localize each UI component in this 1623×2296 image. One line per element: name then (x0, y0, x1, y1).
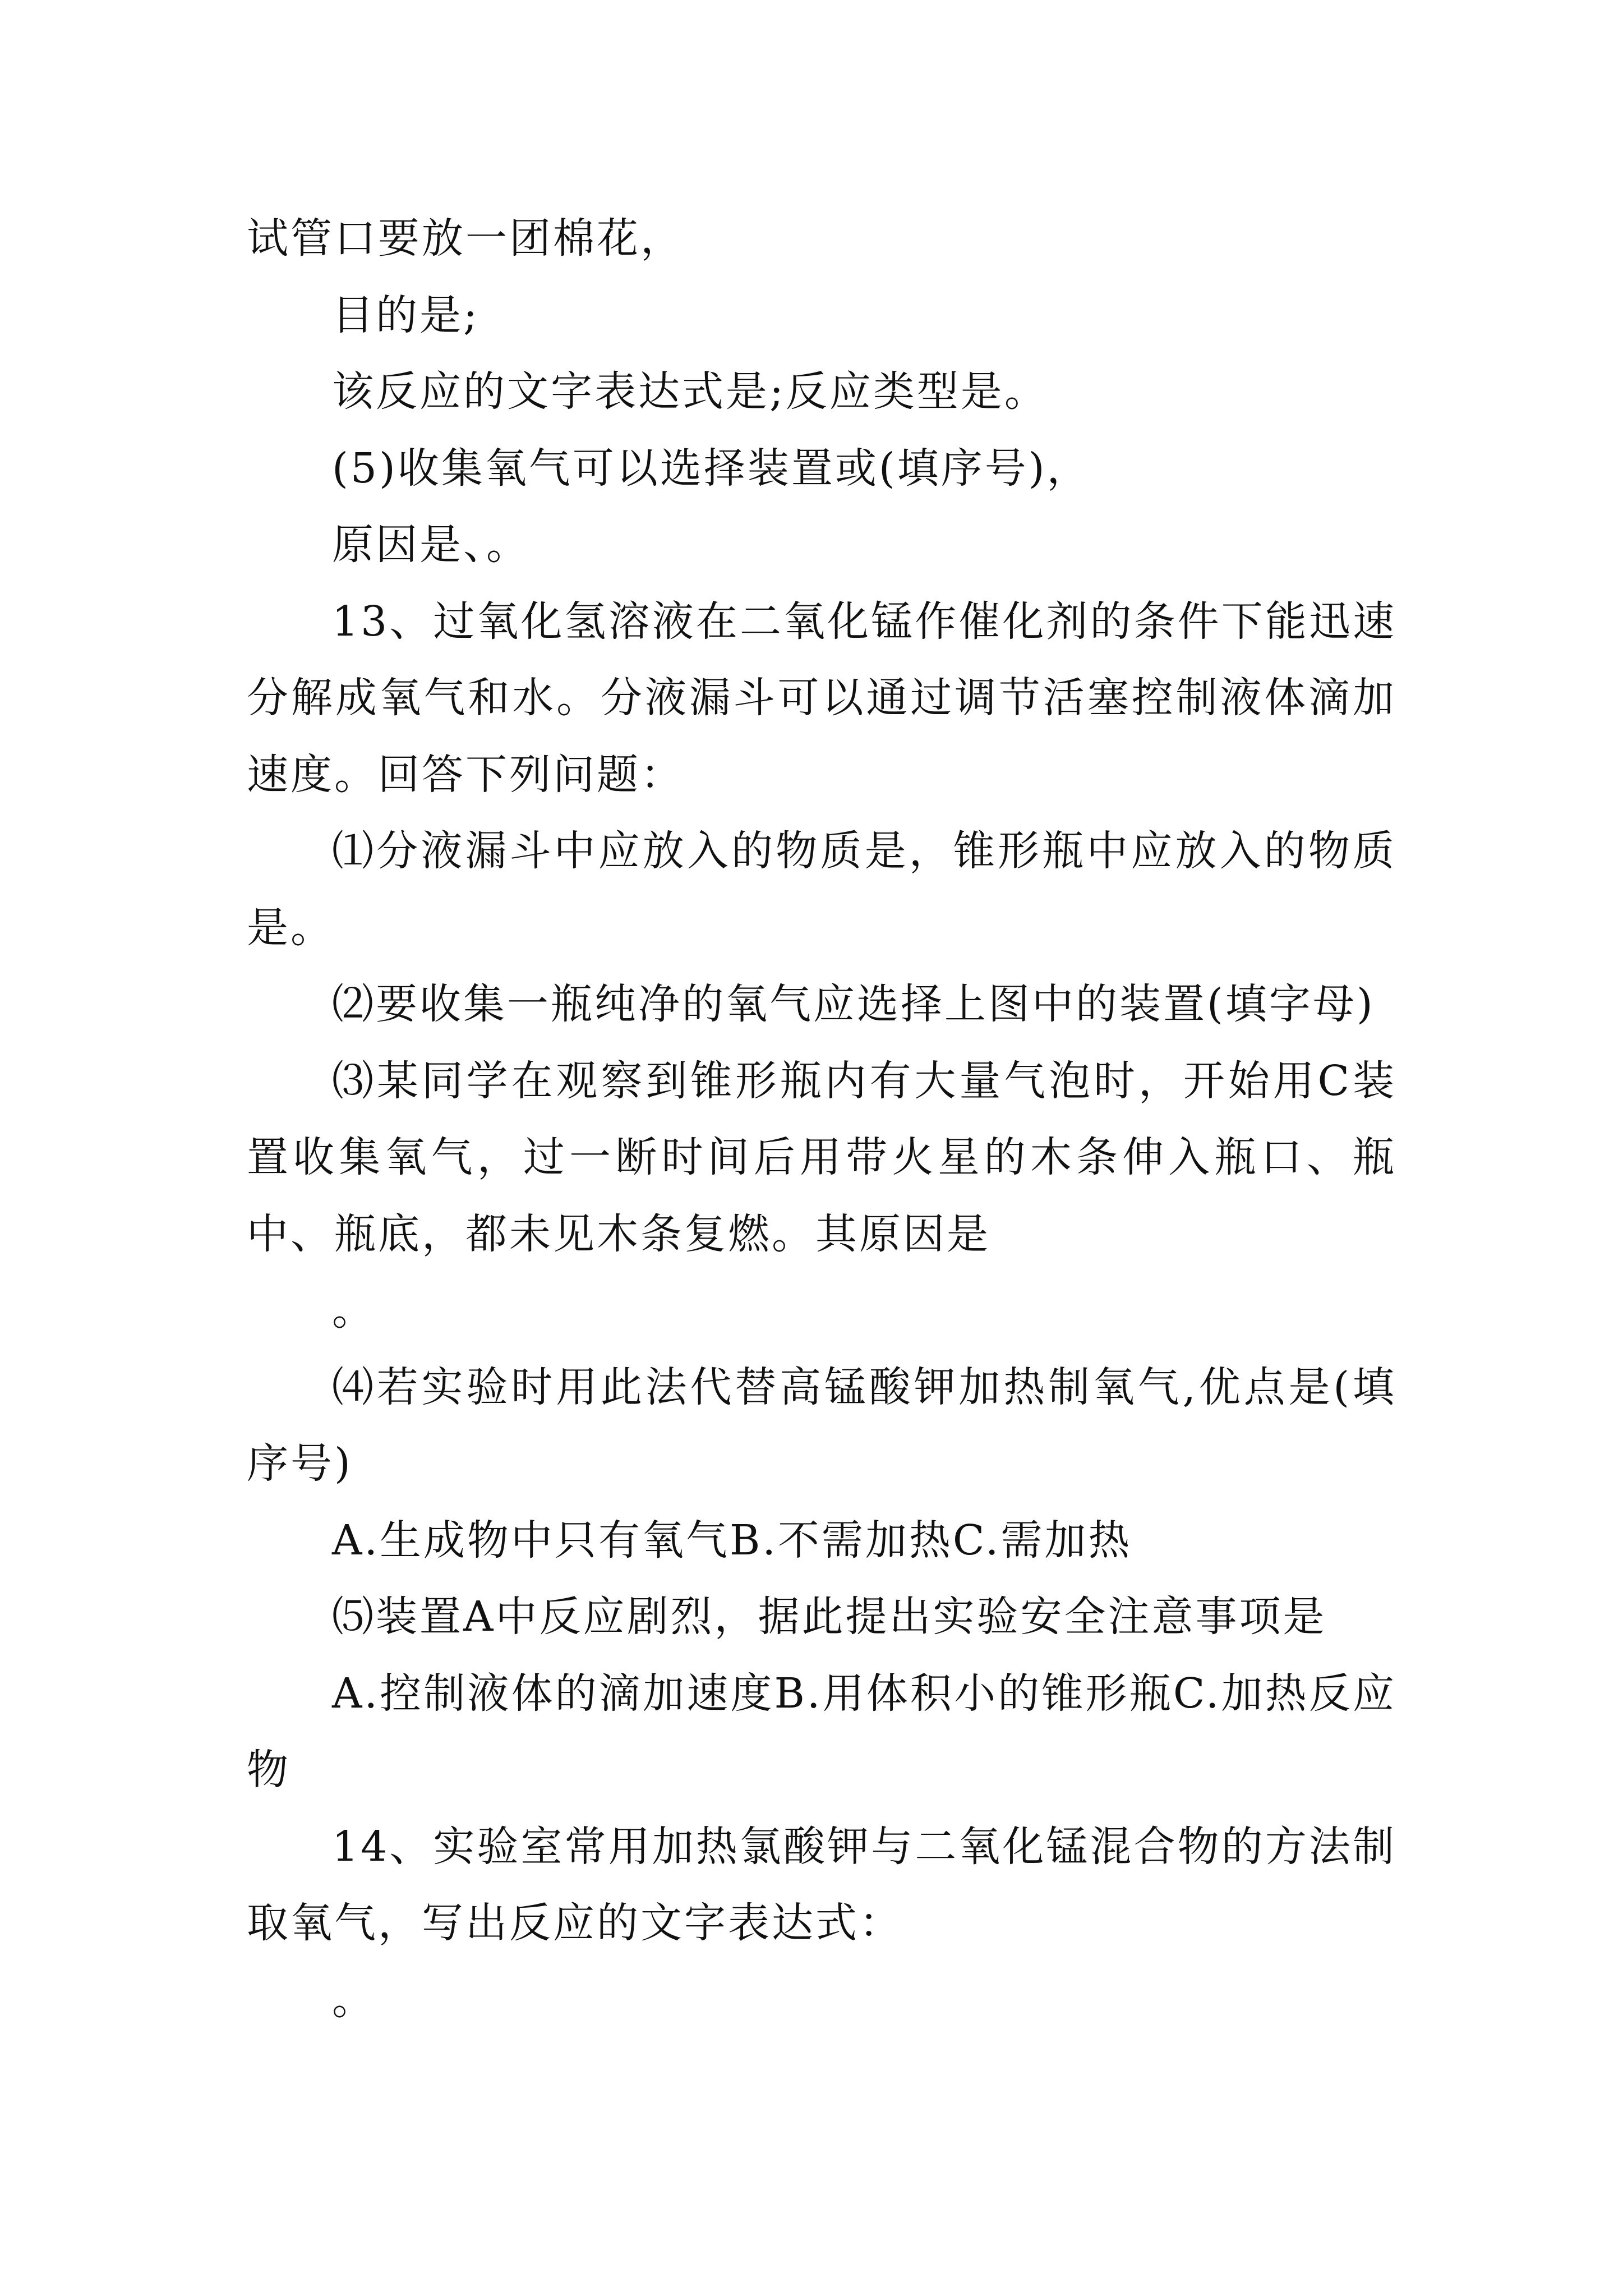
document-body (247, 200, 1396, 2038)
paragraph-q13-part3: ⑶某同学在观察到锥形瓶内有大量气泡时，开始用C装置收集氧气，过一断时间后用带火星的木条伸入瓶口、瓶中、瓶底，都未见木条复燃。其原因是 (247, 1056, 1396, 1258)
paragraph-q13-part4: ⑷若实验时用此法代替高锰酸钾加热制氧气,优点是(填序号) (247, 1363, 1396, 1488)
paragraph-cotton-tube: 试管口要放一团棉花， (247, 214, 684, 263)
paragraph-question-14: 14、实验室常用加热氯酸钾与二氧化锰混合物的方法制取氧气，写出反应的文字表达式： (247, 1822, 1396, 1947)
paragraph-blank-period-1: 。 (332, 1286, 376, 1335)
paragraph-q13-part1: ⑴分液漏斗中应放入的物质是，锥形瓶中应放入的物质是。 (247, 827, 1396, 952)
paragraph-q5-collect-oxygen: (5)收集氧气可以选择装置或(填序号)， (332, 444, 1091, 493)
paragraph-purpose: 目的是; (332, 291, 479, 339)
paragraph-blank-period-2: 。 (332, 1975, 376, 2024)
paragraph-reason: 原因是、。 (332, 521, 530, 569)
paragraph-q13-part5-options: A.控制液体的滴加速度B.用体积小的锥形瓶C.加热反应物 (247, 1669, 1396, 1794)
paragraph-question-13: 13、过氧化氢溶液在二氧化锰作催化剂的条件下能迅速分解成氧气和水。分液漏斗可以通过调节活塞控制液体滴加速度。回答下列问题： (247, 597, 1396, 799)
paragraph-q13-part5: ⑸装置A中反应剧烈，据此提出实验安全注意事项是 (332, 1593, 1327, 1641)
paragraph-q13-part4-options: A.生成物中只有氧气B.不需加热C.需加热 (332, 1516, 1132, 1565)
paragraph-reaction-expression: 该反应的文字表达式是;反应类型是。 (332, 367, 1048, 416)
paragraph-q13-part2: ⑵要收集一瓶纯净的氧气应选择上图中的装置(填字母) (332, 980, 1375, 1028)
